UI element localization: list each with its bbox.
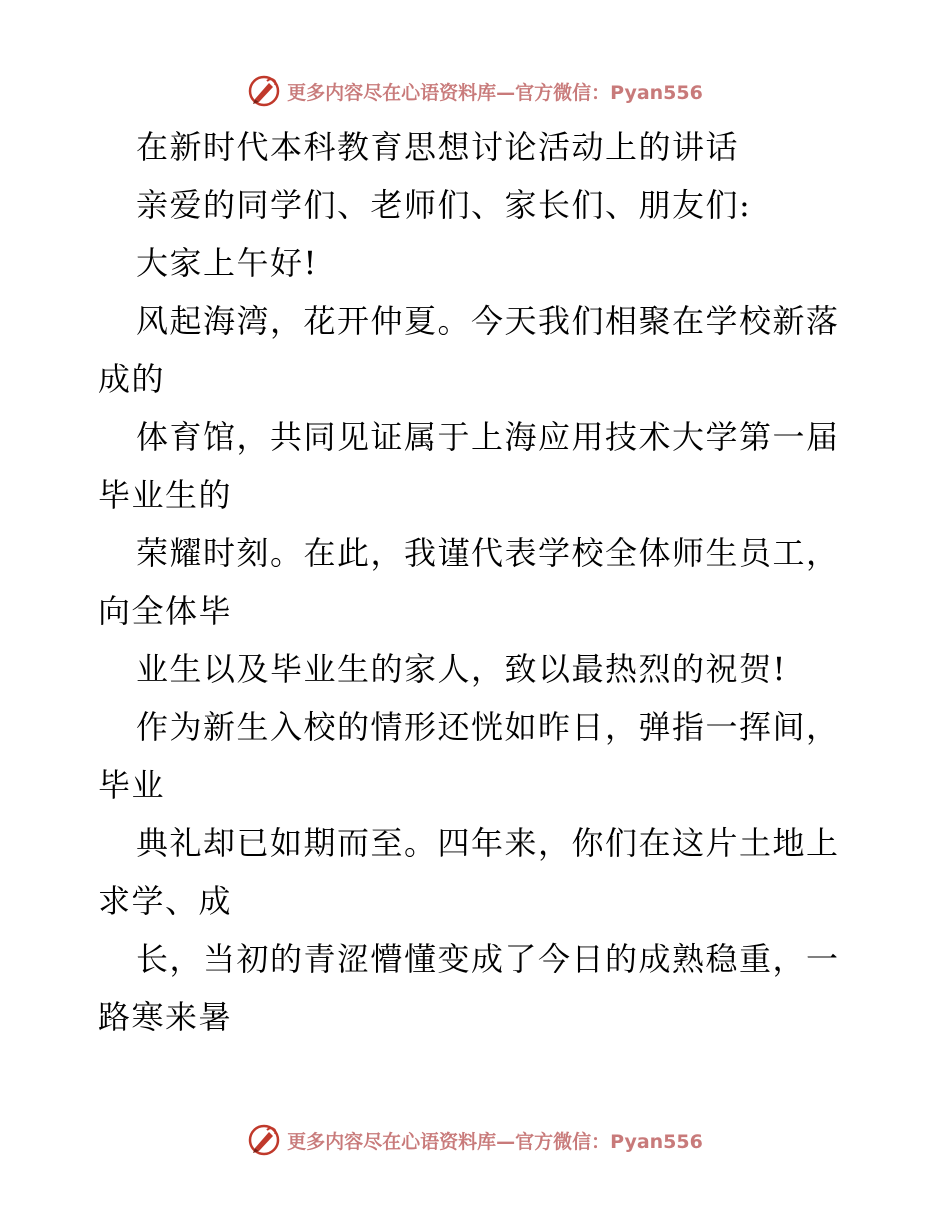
text-line: 亲爱的同学们、老师们、家长们、朋友们: <box>136 186 752 224</box>
document-body <box>98 118 858 1046</box>
header-wechat-id: Pyan556 <box>610 81 703 104</box>
footer-banner <box>0 1120 950 1160</box>
text-line: 体育馆，共同见证属于上海应用技术大学第一届 <box>136 418 840 456</box>
text-line: 成的 <box>98 360 166 398</box>
text-line: 作为新生入校的情形还恍如昨日，弹指一挥间， <box>136 708 840 746</box>
header-main-text: 更多内容尽在心语资料库 <box>287 81 497 104</box>
header-text <box>287 78 703 105</box>
pen-logo-icon <box>247 1123 281 1157</box>
text-line: 求学、成 <box>98 882 233 920</box>
text-line: 毕业生的 <box>98 476 233 514</box>
footer-main-text: 更多内容尽在心语资料库 <box>287 1130 497 1153</box>
header-wechat-label: 官方微信： <box>515 81 611 104</box>
footer-separator: — <box>496 1130 516 1153</box>
text-line: 荣耀时刻。在此，我谨代表学校全体师生员工， <box>136 534 840 572</box>
text-line: 典礼却已如期而至。四年来，你们在这片土地上 <box>136 824 840 862</box>
text-line: 长，当初的青涩懵懂变成了今日的成熟稳重，一 <box>136 940 840 978</box>
footer-wechat-id: Pyan556 <box>610 1130 703 1153</box>
text-line: 毕业 <box>98 766 166 804</box>
text-line: 向全体毕 <box>98 592 233 630</box>
footer-text <box>287 1127 703 1154</box>
text-line: 在新时代本科教育思想讨论活动上的讲话 <box>136 128 740 166</box>
text-line: 路寒来暑 <box>98 998 233 1036</box>
text-line: 大家上午好! <box>136 244 318 282</box>
header-separator: — <box>496 81 516 104</box>
text-line: 风起海湾，花开仲夏。今天我们相聚在学校新落 <box>136 302 840 340</box>
footer-wechat-label: 官方微信： <box>515 1130 611 1153</box>
header-banner <box>0 71 950 111</box>
pen-logo-icon <box>247 74 281 108</box>
text-line: 业生以及毕业生的家人，致以最热烈的祝贺! <box>136 650 787 688</box>
